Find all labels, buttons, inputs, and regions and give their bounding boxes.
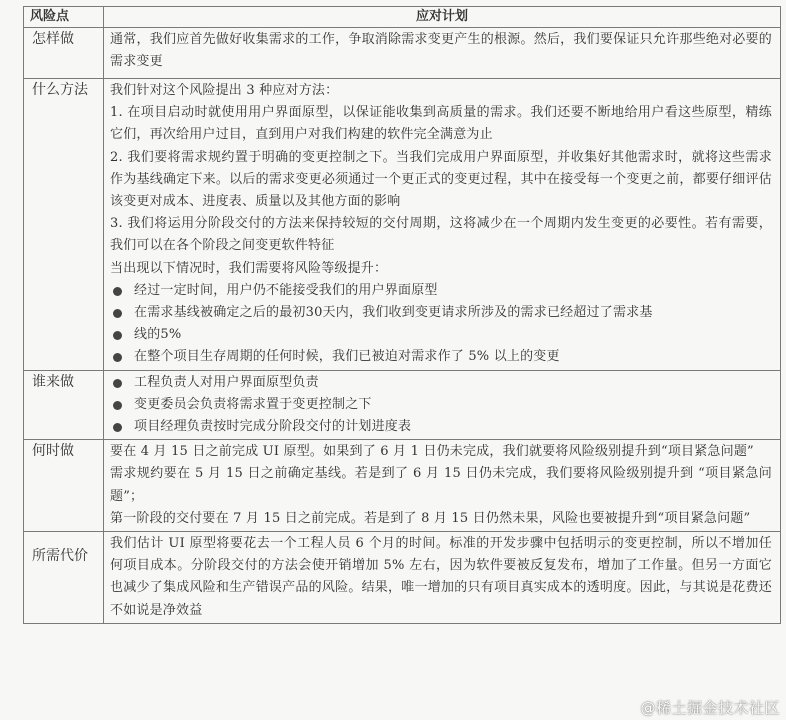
list-item: 项目经理负责按时完成分阶段交付的计划进度表: [110, 416, 772, 438]
row-content-cost: [104, 532, 781, 624]
bullet-dot-icon: [113, 379, 122, 388]
table-header-row: [24, 7, 781, 28]
bullet-dot-icon: [113, 309, 122, 318]
paragraph: 通常，我们应首先做好收集需求的工作，争取消除需求变更产生的根源。然后，我们要保证只允许那些绝对必要的需求变更: [110, 32, 772, 70]
paragraph: 需求规约要在 5 月 15 日之前确定基线。若是到了 6 月 15 日仍未完成，我们要将风险级别提升到 “项目紧急问题”；: [110, 466, 772, 504]
row-label-method: 什么方法: [24, 79, 104, 371]
list-item: 经过一定时间，用户仍不能接受我们的用户界面原型: [110, 280, 772, 302]
paragraph: 第一阶段的交付要在 7 月 15 日之前完成。若是到了 8 月 15 日仍然未果，风险也要被提升到“项目紧急问题”: [110, 510, 751, 526]
bullet-dot-icon: [113, 353, 122, 362]
paragraph: 要在 4 月 15 日之前完成 UI 原型。如果到了 6 月 1 日仍未完成，我们就要将风险级别提升到“项目紧急问题”: [110, 444, 754, 460]
list-item: 在整个项目生存周期的任何时候，我们已被迫对需求作了 5% 以上的变更: [110, 346, 772, 368]
list-item: 工程负责人对用户界面原型负责: [110, 372, 772, 394]
row-content-when: [104, 440, 781, 532]
paragraph: 我们估计 UI 原型将要花去一个工程人员 6 个月的时间。标准的开发步骤中包括明示的变更控制，所以不增加任何项目成本。分阶段交付的方法会使开销增加 5% 左右，因为软件要被反复发布，增加了工作量。但另一方面它也减少了集成风险和生产错误产品的风险。结果，唯一增加的只有项目真实成本的透明度。因此，与其说是花费还不如说是净效益: [110, 536, 772, 618]
risk-plan-table: [23, 6, 781, 624]
row-label-how: 怎样做: [24, 28, 104, 79]
table-row-when: [24, 440, 781, 532]
watermark: @稀土掘金技术社区: [640, 699, 780, 717]
header-response-plan: 应对计划: [104, 7, 781, 28]
bullet-dot-icon: [113, 423, 122, 432]
table-row-cost: [24, 532, 781, 624]
bullet-dot-icon: [113, 331, 122, 340]
paragraph: 我们针对这个风险提出 3 种应对方法：: [110, 83, 339, 98]
table-row-who: [24, 370, 781, 440]
row-label-cost: 所需代价: [24, 532, 104, 624]
paragraph: 当出现以下情况时，我们需要将风险等级提升：: [110, 260, 388, 276]
header-risk-point: 风险点: [24, 7, 104, 28]
list-item: 变更委员会负责将需求置于变更控制之下: [110, 394, 772, 416]
bullet-dot-icon: [113, 401, 122, 410]
table-row-method: [24, 79, 781, 371]
paragraph: 1. 在项目启动时就使用用户界面原型，以保证能收集到高质量的需求。我们还要不断地给用户看这些原型，精练它们，再次给用户过目，直到用户对我们构建的软件完全满意为止: [110, 105, 772, 143]
row-label-who: 谁来做: [24, 370, 104, 440]
paragraph: 3. 我们将运用分阶段交付的方法来保持较短的交付周期，这将减少在一个周期内发生变更的必要性。若有需要，我们可以在各个阶段之间变更软件特征: [110, 216, 772, 254]
bullet-dot-icon: [113, 287, 122, 296]
row-content-method: [104, 79, 781, 371]
table-row-how: [24, 28, 781, 79]
row-content-how: [104, 28, 781, 79]
list-item: 在需求基线被确定之后的最初30天内，我们收到变更请求所涉及的需求已经超过了需求基: [110, 302, 772, 324]
row-content-who: [104, 370, 781, 440]
list-item: 线的5%: [110, 324, 772, 346]
row-label-when: 何时做: [24, 440, 104, 532]
paragraph: 2. 我们要将需求规约置于明确的变更控制之下。当我们完成用户界面原型，并收集好其他需求时，就将这些需求作为基线确定下来。以后的需求变更必须通过一个更正式的变更过程，其中在接受每一个变更之前，都要仔细评估该变更对成本、进度表、质量以及其他方面的影响: [110, 149, 772, 210]
